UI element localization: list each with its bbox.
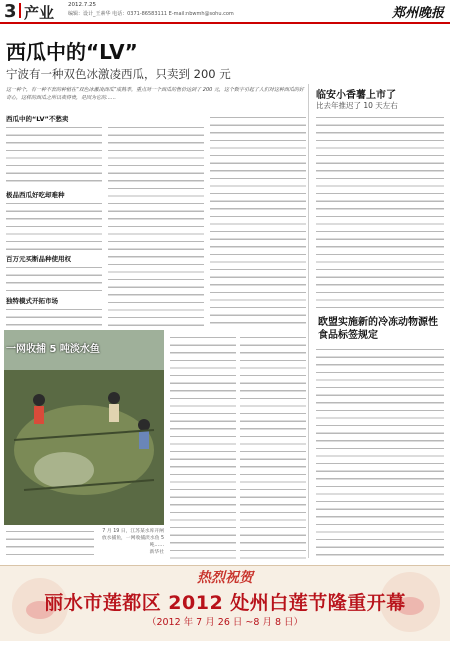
section-heading-2: 极品西瓜好吃却难种 xyxy=(6,191,65,199)
ad-dates: （2012 年 7 月 26 日 ~8 月 8 日） xyxy=(146,617,304,628)
body-text-block xyxy=(316,346,444,558)
body-text-block xyxy=(240,334,306,560)
photo-title: 一网收捕 5 吨淡水鱼 xyxy=(6,344,100,355)
issue-date: 2012.7.25 xyxy=(68,2,96,8)
body-text-block xyxy=(210,114,306,328)
editor-meta: 编辑：设计_王素华 电话：0371-86583111 E-mail:nbwmh@sohu.com xyxy=(68,11,234,17)
section-heading-3: 百万元买断品种使用权 xyxy=(6,255,71,263)
body-text-block xyxy=(6,306,102,328)
ad-title: 丽水市莲都区 2012 处州白莲节隆重开幕 xyxy=(44,592,406,614)
right-article-title: 临安小香薯上市了 xyxy=(316,90,396,101)
article-title: 西瓜中的“LV” xyxy=(6,40,138,64)
body-text-block xyxy=(6,528,94,558)
section-name: 产业 xyxy=(24,4,55,22)
right-article-2-title: 欧盟实施新的冷冻动物源性食品标签规定 xyxy=(318,317,438,341)
photo-credit: 新华社 xyxy=(149,550,164,555)
ad-banner: 热烈祝贺 xyxy=(197,570,253,586)
body-text-block xyxy=(316,114,444,310)
fishing-photo xyxy=(4,330,164,525)
header-divider xyxy=(19,3,21,18)
page-number: 3 xyxy=(4,1,17,22)
article-subtitle: 宁波有一种双色冰激凌西瓜，只卖到 200 元 xyxy=(6,67,231,81)
article-lead: 这一种个，有一种不套的种植在“双色冰激凌西瓜”成熟季，重点对一个西瓜的售价达到了 200 元，这个数字引起了人们对这种西瓜的好奇心，这样的西瓜之所以卖得贵，是因为它的…… xyxy=(6,87,304,101)
column-divider xyxy=(308,84,309,558)
body-text-block xyxy=(6,200,102,250)
masthead: 郑州晚报 xyxy=(391,6,444,21)
body-text-block xyxy=(108,124,204,328)
body-text-block xyxy=(170,334,236,560)
body-text-block xyxy=(6,264,102,292)
photo-caption-text: 7 月 19 日，江苏某水库开闸放水捕鱼，一网收捕淡水鱼 5 吨…… xyxy=(101,529,164,548)
fishing-photo-illustration xyxy=(4,330,164,525)
photo-caption xyxy=(98,528,164,556)
section-heading-1: 西瓜中的“LV”不愁卖 xyxy=(6,115,69,123)
right-article-subtitle: 比去年推迟了 10 天左右 xyxy=(316,101,398,110)
section-heading-4: 独特模式开拓市场 xyxy=(6,297,58,305)
body-text-block xyxy=(6,124,102,186)
